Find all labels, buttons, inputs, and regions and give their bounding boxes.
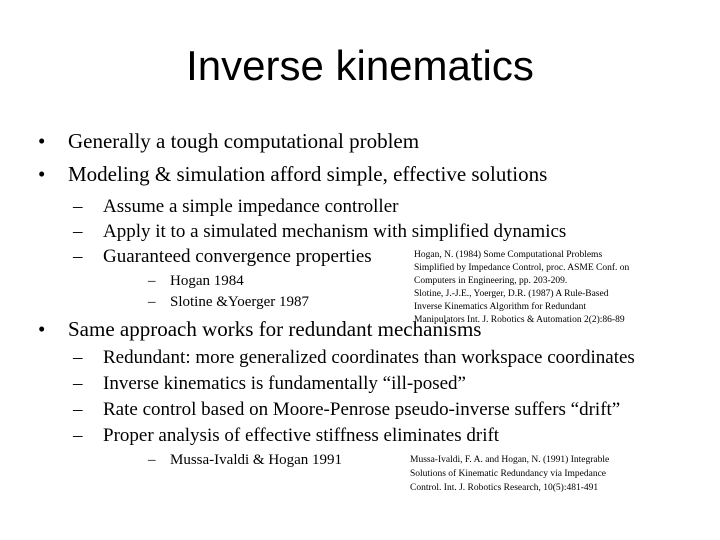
sub-bullet-text: Inverse kinematics is fundamentally “ill-posed” <box>103 373 466 394</box>
sub-sub-bullet-item <box>148 293 309 312</box>
sub-bullet-text: Redundant: more generalized coordinates than workspace coordinates <box>103 347 635 368</box>
sub-bullet-item <box>73 220 566 244</box>
citation-text: Mussa-Ivaldi & Hogan 1991 <box>170 452 343 468</box>
bullet-text: Generally a tough computational problem <box>68 129 420 153</box>
sub-bullet-item <box>73 372 466 396</box>
dash-marker: – <box>148 294 156 310</box>
reference-line: Hogan, N. (1984) Some Computational Problems <box>414 250 603 260</box>
dash-marker: – <box>148 273 156 289</box>
dash-marker: – <box>73 221 83 242</box>
reference-line: Mussa-Ivaldi, F. A. and Hogan, N. (1991) Integrable <box>410 455 610 465</box>
dash-marker: – <box>73 399 83 420</box>
bullet-item <box>38 161 547 187</box>
sub-bullet-text: Proper analysis of effective stiffness eliminates drift <box>103 425 500 446</box>
sub-sub-bullet-item <box>148 451 342 470</box>
dash-marker: – <box>148 452 156 468</box>
reference-line: Control. Int. J. Robotics Research, 10(5):481-491 <box>410 483 599 493</box>
sub-bullet-item <box>73 195 398 219</box>
sub-sub-bullet-item <box>148 272 244 291</box>
sub-bullet-text: Assume a simple impedance controller <box>103 196 399 217</box>
citation-text: Slotine &Yoerger 1987 <box>170 294 310 310</box>
reference-line: Computers in Engineering, pp. 203-209. <box>414 276 568 286</box>
reference-line: Slotine, J.-J.E., Yoerger, D.R. (1987) A Rule-Based <box>414 289 609 299</box>
dash-marker: – <box>73 196 83 217</box>
bullet-item <box>38 316 481 342</box>
dash-marker: – <box>73 425 83 446</box>
dash-marker: – <box>73 246 83 267</box>
bullet-item <box>38 128 419 154</box>
bullet-marker: • <box>38 162 46 186</box>
sub-bullet-item <box>73 245 372 269</box>
bullet-marker: • <box>38 317 46 341</box>
citation-text: Hogan 1984 <box>170 273 244 289</box>
sub-bullet-item <box>73 424 499 448</box>
dash-marker: – <box>73 373 83 394</box>
slide-title: Inverse kinematics <box>186 42 534 89</box>
bullet-text: Modeling & simulation afford simple, effective solutions <box>68 162 548 186</box>
sub-bullet-item <box>73 346 635 370</box>
bullet-marker: • <box>38 129 46 153</box>
sub-bullet-item <box>73 398 620 422</box>
dash-marker: – <box>73 347 83 368</box>
reference-line: Inverse Kinematics Algorithm for Redundant <box>414 302 587 312</box>
sub-bullet-text: Rate control based on Moore-Penrose pseudo-inverse suffers “drift” <box>103 399 621 420</box>
reference-line: Solutions of Kinematic Redundancy via Impedance <box>410 469 607 479</box>
reference-line: Manipulators Int. J. Robotics & Automation 2(2):86-89 <box>414 315 625 325</box>
sub-bullet-text: Guaranteed convergence properties <box>103 246 372 267</box>
bullet-text: Same approach works for redundant mechanisms <box>68 317 482 341</box>
sub-bullet-text: Apply it to a simulated mechanism with simplified dynamics <box>103 221 567 242</box>
reference-line: Simplified by Impedance Control, proc. ASME Conf. on <box>414 263 630 273</box>
